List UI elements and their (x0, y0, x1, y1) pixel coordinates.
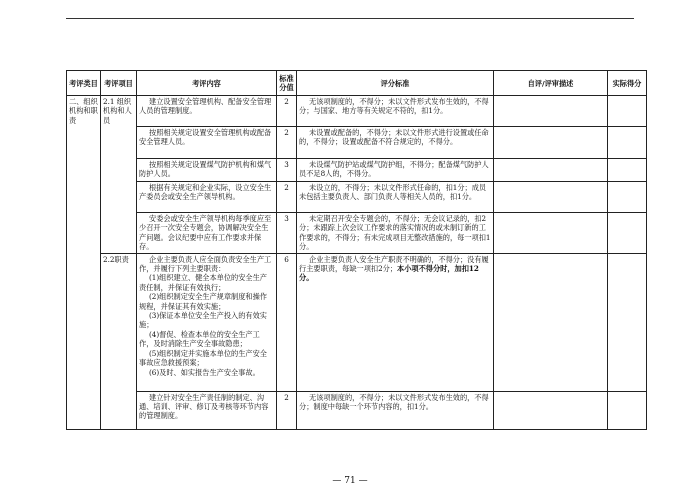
header-standard: 评分标准 (297, 71, 494, 96)
category-cell: 二、组织机构和职责 (67, 96, 101, 430)
table-row (67, 213, 647, 254)
score-cell: 2 (277, 182, 297, 213)
list-item: (3)保证本单位安全生产投入的有效实施； (139, 311, 267, 330)
header-rule (66, 18, 634, 19)
list-item: (4)督促、检查本单位的安全生产工作，及时消除生产安全事故隐患； (139, 329, 260, 349)
standard-normal-text: 企业主要负责人安全生产职责不明确的，不得分；没有履行主要职责，每缺一项扣2分； (299, 254, 489, 274)
table-row (67, 96, 647, 127)
list-item: (1)组织建立、健全本单位的安全生产责任制，并保证有效执行； (139, 273, 267, 292)
standard-cell: 未设置或配备的，不得分；未以文件形式进行设置或任命的，不得分；设置或配备不符合规定的，不得分。 (297, 127, 494, 159)
header-item: 考评项目 (101, 71, 137, 96)
list-item: (5)组织制定并实施本单位的生产安全事故应急救援预案； (139, 348, 267, 368)
evaluation-table (66, 70, 647, 430)
self-review-cell[interactable] (494, 253, 608, 391)
actual-score-cell[interactable] (608, 127, 647, 159)
standard-cell: 无该项制度的，不得分；未以文件形式发布生效的，不得分；制度中每缺一个环节内容的，扣1分。 (297, 391, 494, 429)
score-cell: 2 (277, 96, 297, 127)
actual-score-cell[interactable] (608, 182, 647, 213)
standard-cell: 未设立的，不得分；未以文件形式任命的，扣1分；成员未包括主要负责人、部门负责人等相关人员的，扣1分。 (297, 182, 494, 213)
header-score: 标准分值 (277, 71, 297, 96)
actual-score-cell[interactable] (608, 159, 647, 182)
score-cell: 2 (277, 127, 297, 159)
list-item: (6)及时、如实报告生产安全事故。 (149, 367, 260, 377)
header-content: 考评内容 (137, 71, 277, 96)
table-row (67, 159, 647, 182)
score-cell: 3 (277, 159, 297, 182)
content-cell (137, 253, 277, 391)
actual-score-cell[interactable] (608, 96, 647, 127)
content-cell: 建立针对安全生产责任制的制定、沟通、培训、评审、修订及考核等环节内容的管理制度。 (137, 391, 277, 429)
self-review-cell[interactable] (494, 159, 608, 182)
standard-cell (297, 253, 494, 391)
header-self-review: 自评/评审描述 (494, 71, 608, 96)
table-header-row (67, 71, 647, 96)
table-row (67, 182, 647, 213)
score-cell: 6 (277, 253, 297, 391)
actual-score-cell[interactable] (608, 391, 647, 429)
self-review-cell[interactable] (494, 127, 608, 159)
content-cell: 建立设置安全管理机构、配备安全管理人员的管理制度。 (137, 96, 277, 127)
duty-intro: 企业主要负责人应全面负责安全生产工作，并履行下列主要职责： (139, 254, 272, 274)
standard-cell: 无该项制度的，不得分；未以文件形式发布生效的，不得分；与国家、地方等有关规定不符的，扣1分。 (297, 96, 494, 127)
self-review-cell[interactable] (494, 213, 608, 254)
score-cell: 3 (277, 213, 297, 254)
actual-score-cell[interactable] (608, 213, 647, 254)
actual-score-cell[interactable] (608, 253, 647, 391)
standard-cell: 未定期召开安全专题会的，不得分；无会议记录的，扣2分；未跟踪上次会议工作要求的落实情况的或未制订新的工作要求的，不得分；有未完成项目无整改措施的，每一项扣1分。 (297, 213, 494, 254)
table-row (67, 253, 647, 391)
self-review-cell[interactable] (494, 391, 608, 429)
duty-list (139, 273, 274, 376)
standard-bold-text: 本小项不得分时，加扣12分。 (299, 264, 479, 283)
header-actual-score: 实际得分 (608, 71, 647, 96)
item-duty-cell: 2.2职责 (101, 253, 137, 429)
self-review-cell[interactable] (494, 182, 608, 213)
content-cell: 根据有关规定和企业实际，设立安全生产委员会或安全生产领导机构。 (137, 182, 277, 213)
self-review-cell[interactable] (494, 96, 608, 127)
score-cell: 2 (277, 391, 297, 429)
table-row (67, 127, 647, 159)
content-cell: 安委会或安全生产领导机构每季度应至少召开一次安全专题会，协调解决安全生产问题。会议纪要中应有工作要求并保存。 (137, 213, 277, 254)
item-org-cell: 2.1 组织机构和人员 (101, 96, 137, 254)
table-row (67, 391, 647, 429)
list-item: (2)组织制定安全生产规章制度和操作规程，并保证其有效实施； (139, 292, 267, 311)
standard-cell: 未设煤气防护站或煤气防护组，不得分；配备煤气防护人员不足8人的，不得分。 (297, 159, 494, 182)
content-cell: 按照相关规定设置安全管理机构或配备安全管理人员。 (137, 127, 277, 159)
page-number: — 71 — (332, 476, 368, 486)
content-cell: 按照相关规定设置煤气防护机构和煤气防护人员。 (137, 159, 277, 182)
header-category: 考评类目 (67, 71, 101, 96)
